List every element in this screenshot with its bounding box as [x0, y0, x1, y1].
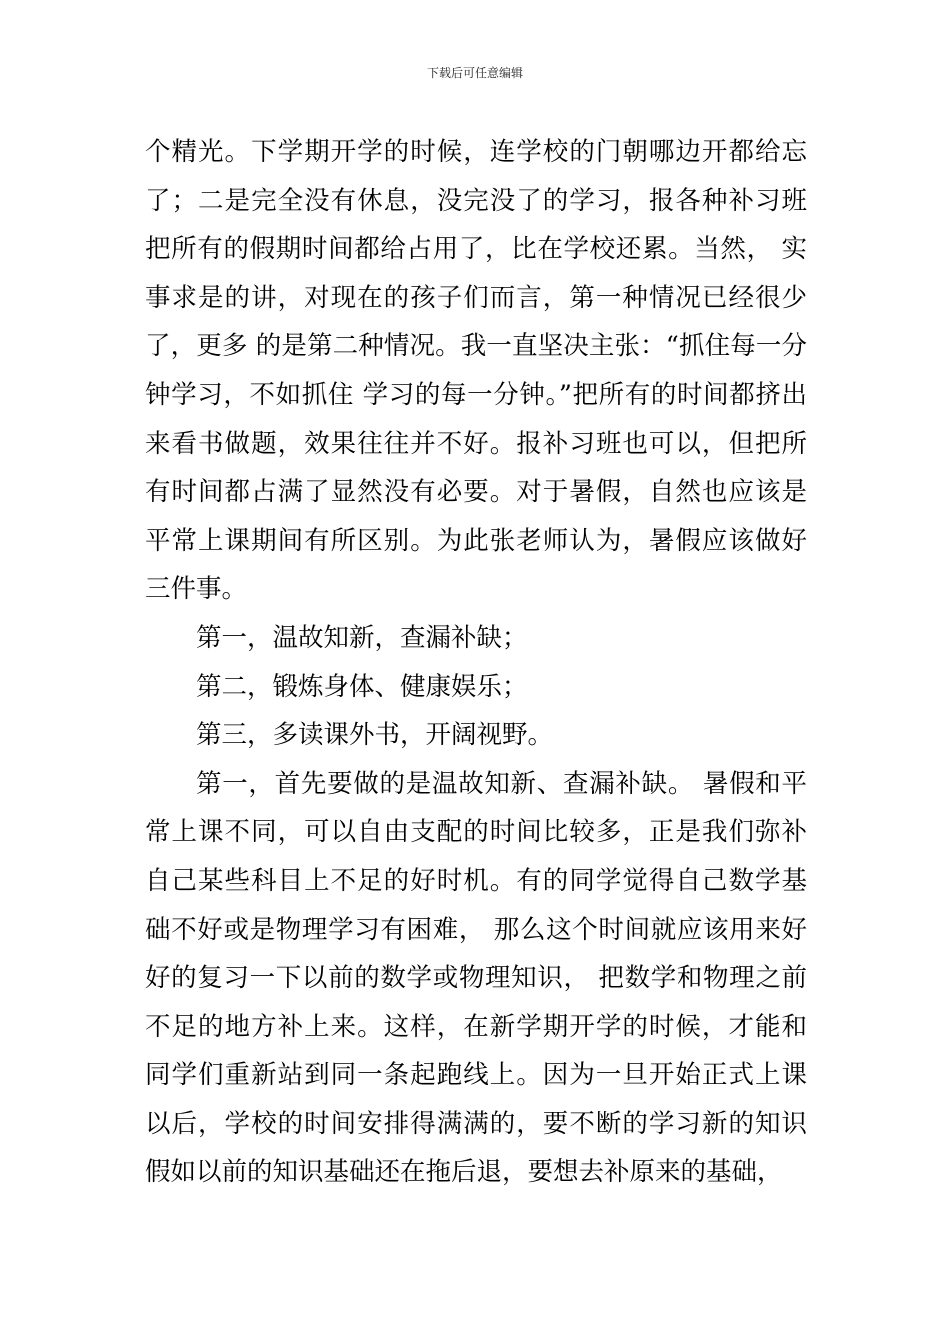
document-body: [145, 128, 807, 1197]
paragraph-item-third: 第三，多读课外书，开阔视野。: [196, 720, 554, 751]
paragraph-item-second: 第二，锻炼身体、健康娱乐；: [196, 671, 528, 702]
paragraph-continuation: 个精光。下学期开学的时候，连学校的门朝哪边开都给忘了；二是完全没有休息，没完没了的学习，报各种补习班把所有的假期时间都给占用了，比在学校还累。当然， 实事求是的讲，对现在的孩子们而言，第一种情况已经很少了，更多 的是第二种情况。我一直坚决主张：“抓住每一分钟学习，不如抓住 学习的每一分钟。”把所有的时间都挤出来看书做题，效果往往并不好。报补习班也可以，但把所有时间都占满了显然没有必要。对于暑假，自然也应该是平常上课期间有所区别。为此张老师认为，暑假应该做好三件事。: [145, 137, 807, 605]
paragraph-item-first: 第一，温故知新，查漏补缺；: [196, 622, 528, 653]
page-header: 下载后可任意编辑: [426, 66, 523, 80]
paragraph-first-detail: 第一，首先要做的是温故知新、查漏补缺。 暑假和平常上课不同，可以自由支配的时间比较多，正是我们弥补自己某些科目上不足的好时机。有的同学觉得自己数学基础不好或是物理学习有困难， 那么这个时间就应该用来好好的复习一下以前的数学或物理知识， 把数学和物理之前不足的地方补上来。这样，在新学期开学的时候，才能和同学们重新站到同一条起跑线上。因为一旦开始正式上课以后，学校的时间安排得满满的，要不断的学习新的知识假如以前的知识基础还在拖后退，要想去补原来的基础，: [145, 768, 807, 1188]
